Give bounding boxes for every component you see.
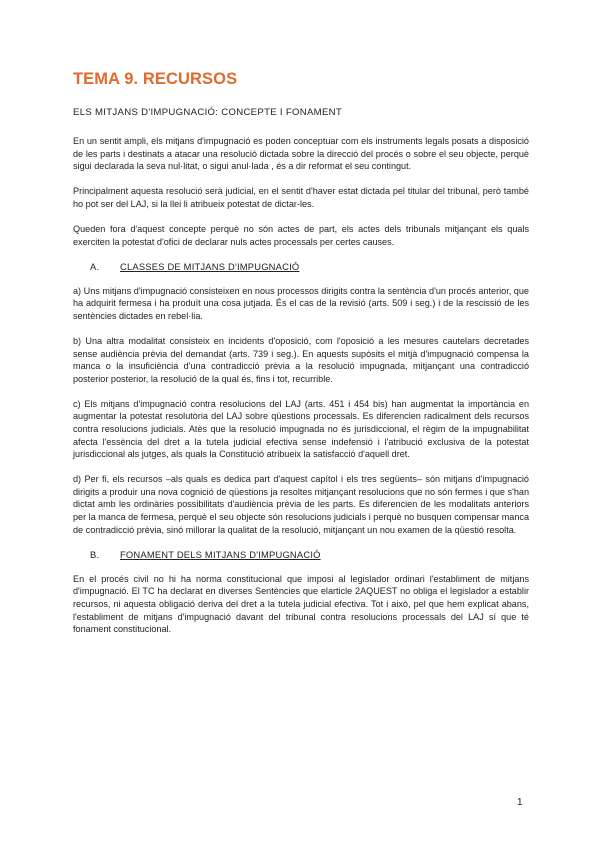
document-subtitle: ELS MITJANS D'IMPUGNACIÓ: CONCEPTE I FONAMENT [73, 107, 343, 118]
page-number: 1 [517, 797, 523, 808]
section-letter: A. [90, 260, 100, 272]
section-b-paragraph: En el procés civil no hi ha norma constitucional que imposi al legislador ordinari l'establiment de mitjans d'impugnació. El TC ha declarat en diverses Sentències que elarticle 2AQUEST no obliga el legislador a establir recursos, ni aquesta obligació deriva del dret a la tutela judicial efectiva. Tot i això, pel que hem explicat abans, l'establiment de mitjans d'impugnació davant del tribunal contra resolucions processals del LAJ sí que té fonament constitucional. [73, 573, 529, 635]
section-a-paragraph: c) Els mitjans d'impugnació contra resolucions del LAJ (arts. 451 i 454 bis) han augmentat la importància en augmentar la potestat resolutòria del LAJ sobre qüestions processals. Es diferencien radicalment dels recursos contra resolucions judicials. Atès que la resolució impugnada no és jurisdiccional, el règim de la impugnabilitat afecta l'essència del dret a la tutela judicial efectiva sense indefensió i l'atribució exclusiva de la potestat jurisdiccional als jutges, als quals la Constitució atribueix la satisfacció d'aquell dret. [73, 398, 529, 460]
section-b-heading [90, 549, 529, 560]
intro-paragraph: Queden fora d'aquest concepte perquè no són actes de part, els actes dels tribunals mitjançant els quals exerciten la potestat d'ofici de declarar nuls actes processals per certes causes. [73, 223, 529, 247]
section-a-heading [90, 261, 529, 272]
document-page [73, 70, 529, 648]
page-title: TEMA 9. RECURSOS [73, 70, 238, 88]
section-title: CLASSES DE MITJANS D'IMPUGNACIÓ [120, 260, 300, 272]
section-a-paragraph: a) Uns mitjans d'impugnació consisteixen en nous processos dirigits contra la sentència d'un procés anterior, que ha adquirit fermesa i ha produït una cosa jutjada. És el cas de la revisió (arts. 509 i seg.) i de la rescissió de les sentències dictades en rebel·lia. [73, 285, 529, 321]
intro-paragraph: En un sentit ampli, els mitjans d'impugnació es poden conceptuar com els instruments legals posats a disposició de les parts i destinats a atacar una resolució dictada sobre la direcció del procés o sobre el seu objecte, perquè sigui declarada la seva nul·litat, o sigui anul·lada , és a dir reformat el seu contingut. [73, 136, 529, 172]
intro-paragraph: Principalment aquesta resolució serà judicial, en el sentit d'haver estat dictada pel titular del tribunal, però també ho pot ser del LAJ, si la llei li atribueix potestat de dictar-les. [73, 186, 529, 209]
section-letter: B. [90, 548, 100, 560]
section-a-paragraph: d) Per fi, els recursos –als quals es dedica part d'aquest capítol i els tres següents– són mitjans d'impugnació dirigits a produir una nova cognició de qüestions ja resoltes mitjançant resolucions que no són fermes i que s'han dictat amb les ordinàries possibilitats d'audiència prèvia de les parts. Es diferencien de les modalitats anteriors per la manca de fermesa, perquè el seu objecte són resolucions judicials i perquè no busquen compensar manca de contradicció prèvia, sinó millorar la qualitat de la resolució, mitjançant un nou examen de la qüestió resolta. [73, 474, 529, 535]
section-a-paragraph: b) Una altra modalitat consisteix en incidents d'oposició, com l'oposició a les mesures cautelars decretades sense audiència prèvia del demandat (arts. 739 i seg.). En aquests supòsits el mitjà d'impugnació compensa la manca o la insuficiència d'una contradicció prèvia a la resolució impugnada, mitjançant una contradicció posterior posterior, la resolució de la qual és, fins i tot, recurrible. [73, 335, 529, 384]
section-title: FONAMENT DELS MITJANS D'IMPUGNACIÓ [120, 548, 321, 560]
